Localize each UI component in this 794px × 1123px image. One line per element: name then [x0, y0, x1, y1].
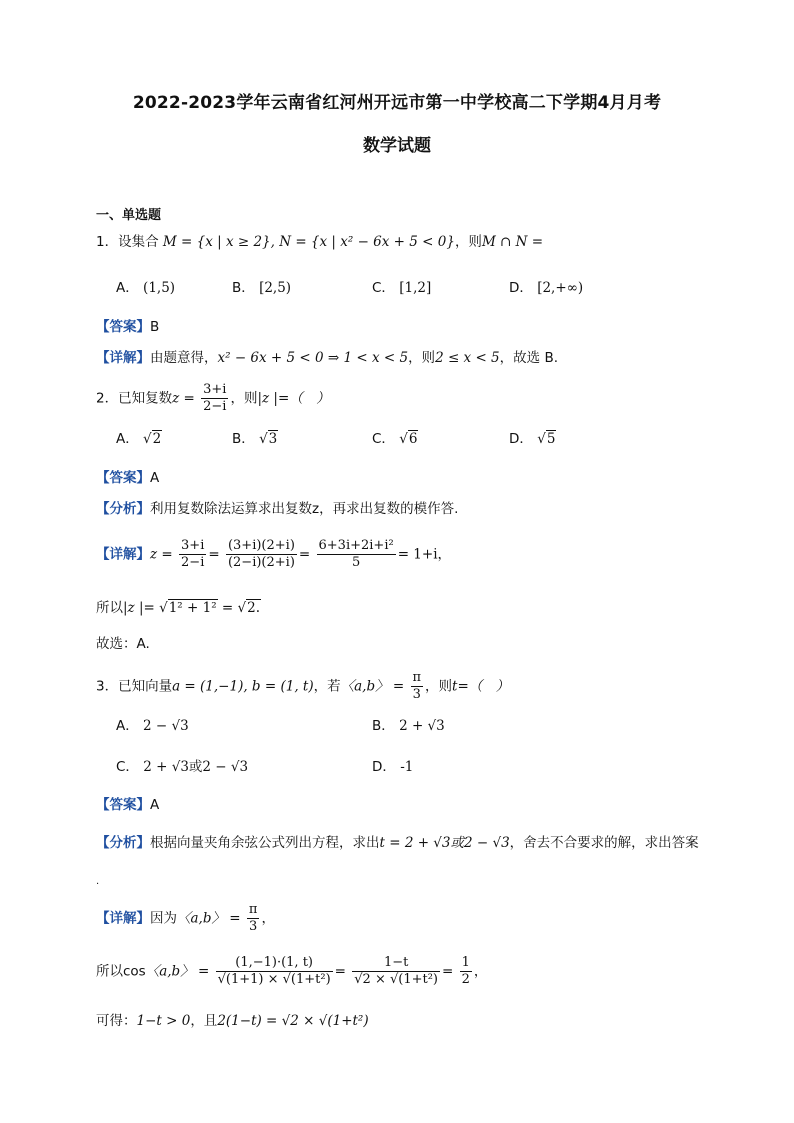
section-heading: 一、单选题 [96, 208, 162, 223]
q1-option-c: C． [1,2] [372, 280, 432, 296]
fraction: $\frac{3+i}{2-i}$ [203, 382, 227, 414]
q2-analysis: 【分析】利用复数除法运算求出复数z，再求出复数的模作答. [96, 501, 459, 517]
q3-option-d: D． -1 [372, 759, 414, 775]
question-2-stem: 2．已知复数z = $\frac{3+i}{2-i}$ ，则|z |=（ ） [96, 382, 330, 414]
exam-subtitle: 数学试题 [363, 136, 431, 156]
q3-option-c: C． 2 + √3或2 − √3 [116, 759, 249, 775]
set-definition: M = {x | x ≥ 2}, N = {x | x² − 6x + 5 < 0} [162, 234, 455, 250]
q3-option-b: B． 2 + √3 [372, 718, 445, 734]
q2-option-b: B． √3 [232, 431, 278, 447]
q2-option-a: A． √2 [116, 431, 162, 447]
question-1-stem: 1．设集合 M = {x | x ≥ 2}, N = {x | x² − 6x + 5 < 0}，则M ∩ N = [96, 234, 544, 250]
q3-detail: 【详解】因为〈a,b〉 = $\frac{\pi}{3}$ ， [96, 902, 275, 934]
q3-analysis: 【分析】根据向量夹角余弦公式列出方程，求出t = 2 + √3或2 − √3，舍去不合要求的解，求出答案 [96, 835, 699, 851]
q3-answer: 【答案】A [96, 797, 160, 813]
q2-detail: 【详解】z = $\frac{3+i}{2-i}$ = $\frac{(3+i)(2+i)}{(2-i)(2+i)}$ = $\frac{\text{6+3i+2i+i²}}{5}$ = 1+i， [96, 538, 452, 570]
q2-choose: 故选：A. [96, 636, 150, 652]
question-3-stem: 3．已知向量a = (1,−1), b = (1, t)，若〈a,b〉 = $\frac{\pi}{3}$ ，则t=（ ） [96, 670, 510, 702]
q2-option-d: D． √5 [509, 431, 556, 447]
q1-option-a: A． (1,5) [116, 280, 176, 296]
q3-option-a: A． 2 − √3 [116, 718, 189, 734]
q1-answer: 【答案】B [96, 319, 160, 335]
exam-title: 2022-2023学年云南省红河州开远市第一中学校高二下学期4月月考 [132, 93, 662, 113]
q3-cos-line: 所以cos〈a,b〉 = $\frac{(1,-1)\cdot(1, t)}{\text{√(1+1) × √(1+t²)}}$ = $\frac{1-t}{\text{√2 × √(1+t²)}}$ = $\frac{1}{2}$ ， [96, 955, 488, 987]
stray-dot: . [96, 876, 100, 887]
q1-option-b: B． [2,5) [232, 280, 292, 296]
q2-conclusion: 所以|z |= √1² + 1² = √2. [96, 600, 261, 616]
q1-detail: 【详解】由题意得，x² − 6x + 5 < 0 ⇒ 1 < x < 5，则2 ≤ x < 5，故选 B. [96, 350, 559, 366]
q3-derivation: 可得：1−t > 0，且2(1−t) = √2 × √(1+t²) [96, 1013, 369, 1029]
q2-option-c: C． √6 [372, 431, 418, 447]
q1-option-d: D． [2,+∞) [509, 280, 584, 296]
q2-answer: 【答案】A [96, 470, 160, 486]
